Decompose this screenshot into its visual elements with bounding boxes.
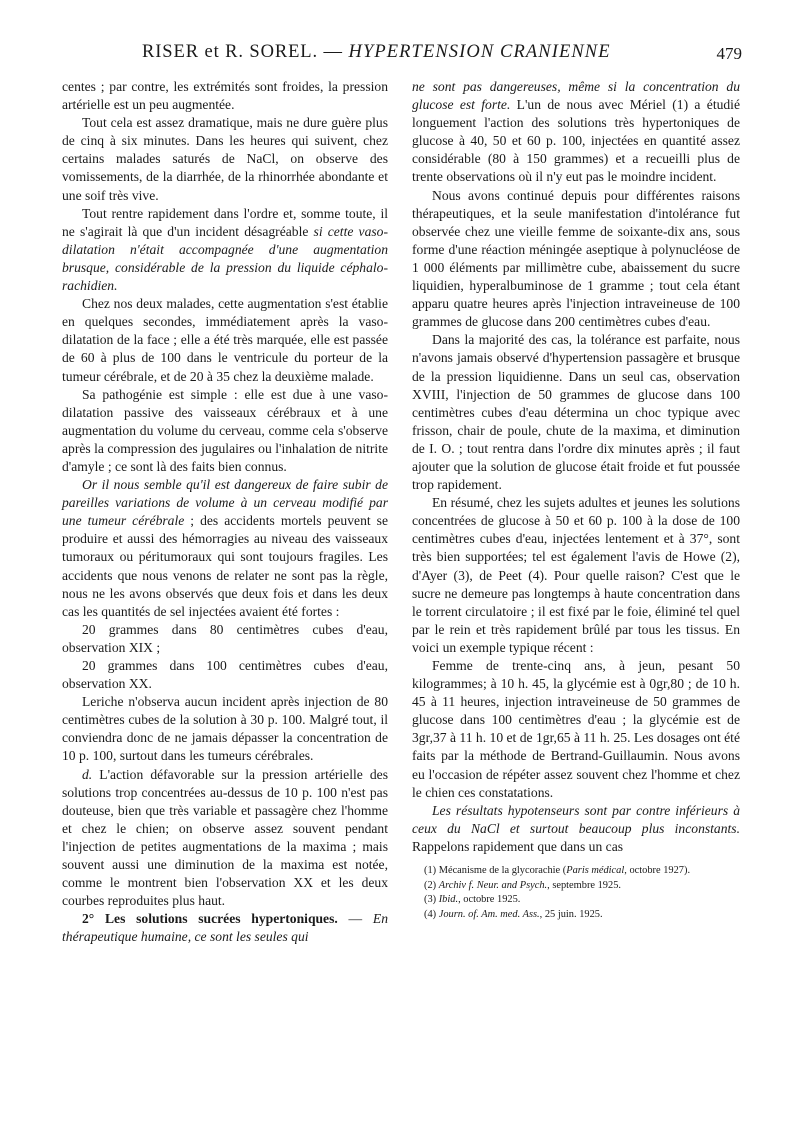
right-paragraph-1-italic: ne sont pas dangereuses, même si la concentration du glucose est forte.: [412, 79, 740, 113]
left-paragraph-11-italic: En thérapeutique humaine, ce sont les seules qui: [62, 911, 389, 945]
right-paragraph-6-italic: Les résultats hypotenseurs sont par contre inférieurs à ceux du NaCl et surtout beaucoup plus inconstants.: [412, 802, 740, 836]
left-paragraph-6-text: ; des accidents mortels peuvent se produire et aussi des hémorragies au niveau des vaisseaux tumoraux ou péritumoraux qui sont toujours fragiles. Les accidents que nous venons de relater ne sont pas la règle, nous ne les avons observés que deux fois et dans les deux cas les quantités de sel injectées avaient été fortes :: [62, 513, 388, 619]
header-authors: RISER et R. SOREL. —: [142, 42, 343, 62]
footnote-4: [412, 908, 740, 923]
footnote-4-date: , 25 juin. 1925.: [539, 908, 603, 920]
left-paragraph-10-marker: d.: [82, 766, 93, 782]
right-paragraph-6: [412, 802, 740, 856]
left-paragraph-4: Chez nos deux malades, cette augmentation s'est établie en quelques secondes, immédiatement après la vaso-dilatation de la face ; elle a été très marquée, elle est passée de 60 à plus de 100 dans le ventricule du porteur de la tumeur cérébrale, et de 20 à 35 chez la deuxième malade.: [62, 296, 388, 384]
right-paragraph-1-text: L'un de nous avec Mériel (1) a étudié longuement l'action des solutions très hypertoniques de glucose à 40, 50 et 60 p. 100, injectées en quantité assez considérable (80 à 150 grammes) et a recueilli plus de trente observations où il n'y eut pas le moindre incident.: [412, 97, 740, 185]
header-title: HYPERTENSION CRANIENNE: [348, 42, 611, 62]
footnote-3-source: Ibid.: [438, 894, 459, 906]
footnote-3-date: , octobre 1925.: [458, 894, 521, 906]
running-title: [142, 42, 611, 63]
right-paragraph-4: En résumé, chez les sujets adultes et jeunes les solutions concentrées de glucose à 50 et 60 p. 100 à la dose de 100 centimètres cubes d'eau, injectées lentement et à 37°, sont très bien supportées; tel est également l'avis de Howe (2), d'Ayer (3), de Peet (4). Pour quelle raison? C'est que le sucre ne demeure pas longtemps à haute concentration dans le torrent circulatoire ; il est fixé par le foie, éliminé tel quel par le rein et très rapidement brûlé par tous les tissus. En voici un exemple typique récent :: [412, 495, 740, 655]
section-heading: 2° Les solutions sucrées hypertoniques.: [82, 911, 338, 927]
footnote-2-source: Archiv f. Neur. and Psych.: [438, 879, 548, 891]
left-paragraph-8: 20 grammes dans 100 centimètres cubes d'eau, observation XX.: [62, 658, 388, 692]
left-paragraph-7: 20 grammes dans 80 centimètres cubes d'eau, observation XIX ;: [62, 621, 388, 655]
right-paragraph-3: Dans la majorité des cas, la tolérance est parfaite, nous n'avons jamais observé d'hypertension passagère et brusque de la pression liquidienne. Dans un seul cas, observation XVIII, l'injection de 50 grammes de glucose dans 100 centimètres cubes d'eau détermina un choc typique avec frisson, chair de poule, chute de la maxima, et diminution de I. O. ; tout rentra dans l'ordre dix minutes après ; il faut ajouter que la solution de glucose était froide et fut poussée trop rapidement.: [412, 332, 740, 493]
left-paragraph-2: Tout cela est assez dramatique, mais ne dure guère plus de cinq à six minutes. Dans les heures qui suivent, chez certains malades saturés de NaCl, on observe des vomissements, de la diarrhée, de la rhinorrhée abondante et une soif très vive.: [62, 115, 388, 203]
footnote-4-source: Journ. of. Am. med. Ass.: [438, 908, 540, 920]
right-paragraph-1: [412, 78, 740, 187]
footnote-2-date: , septembre 1925.: [547, 879, 621, 891]
left-paragraph-9: Leriche n'observa aucun incident après injection de 80 centimètres cubes de la solution à 30 p. 100. Malgré tout, il conviendra donc de ne jamais dépasser la concentration de 10 p. 100, surtout dans les tumeurs cérébrales.: [62, 694, 388, 764]
footnote-4-number: (4): [424, 908, 439, 920]
footnote-1-text: (1) Mécanisme de la glycorachie (: [424, 865, 567, 877]
page-number: 479: [716, 44, 742, 63]
left-column: [62, 78, 388, 947]
right-column: [412, 78, 740, 922]
section-dash: —: [337, 911, 373, 927]
footnote-2-number: (2): [424, 879, 439, 891]
footnote-3-number: (3): [424, 894, 439, 906]
footnote-3: [412, 893, 740, 908]
footnote-1-date: , octobre 1927).: [624, 865, 691, 877]
footnote-1: [412, 864, 740, 879]
left-paragraph-11: [62, 910, 388, 946]
left-paragraph-6-italic: Or il nous semble qu'il est dangereux de faire subir de pareilles variations de volume à un cerveau modifié par une tumeur cérébrale: [62, 477, 388, 529]
left-paragraph-3-text: Tout rentre rapidement dans l'ordre et, somme toute, il ne s'agirait là que d'un incident désagréable: [62, 205, 388, 239]
right-paragraph-2: Nous avons continué depuis pour différentes raisons thérapeutiques, et la seule manifestation d'intolérance fut observée chez une vieille femme de soixante-dix ans, sous forme d'une réaction méningée aseptique à polynucléose de 1 000 éléments par millimètre cube, abaissement du sucre liquidien, hyperalbuminose de 1 gramme ; tout cela étant apparu quatre heures après l'injection intraveineuse de 100 grammes de glucose dans 200 centimètres cubes d'eau.: [412, 187, 740, 330]
right-paragraph-6-text: Rappelons rapidement que dans un cas: [412, 838, 624, 854]
left-paragraph-5: Sa pathogénie est simple : elle est due à une vaso-dilatation passive des vaisseaux cérébraux et à une augmentation du volume du cerveau, comme cela s'observe après la compression des jugulaires ou l'inhalation de nitrite d'amyle ; ce sont là des faits bien connus.: [62, 386, 388, 474]
left-paragraph-6: [62, 476, 388, 621]
running-header: [62, 40, 742, 70]
left-paragraph-10-text: L'action défavorable sur la pression artérielle des solutions trop concentrées au-dessus de 10 p. 100 n'est pas douteuse, bien que très variable et passagère chez l'homme et chez le chien; on observe assez souvent pendant l'injection de petites augmentations de la maxima ; mais souvent aussi une diminution de la maxima est notée, comme le montrent bien l'observation XX et les deux courbes reproduites plus haut.: [62, 766, 388, 909]
footnotes: [412, 864, 740, 922]
left-paragraph-3: [62, 205, 388, 295]
left-paragraph-3-italic: si cette vaso-dilatation n'était accompagnée d'une augmentation brusque, considérable de la pression du liquide céphalo-rachidien.: [62, 223, 388, 294]
right-paragraph-5: Femme de trente-cinq ans, à jeun, pesant 50 kilogrammes; à 10 h. 45, la glycémie est à 0gr,80 ; de 10 h. 45 à 11 heures, injection intraveineuse de 50 grammes de glucose dans 100 centimètres d'eau ; la glycémie est de 3gr,37 à 11 h. 10 et de 1gr,65 à 11 h. 25. Les dosages ont été faits par la méthode de Bertrand-Guillaumin. Nous avons eu l'occasion de répéter assez souvent chez l'homme et chez le chien ces constatations.: [412, 658, 740, 800]
left-paragraph-1: centes ; par contre, les extrémités sont froides, la pression artérielle est un peu augmentée.: [62, 79, 388, 113]
footnote-1-source: Paris médical: [566, 865, 625, 877]
footnote-2: [412, 879, 740, 894]
left-paragraph-10: [62, 766, 388, 911]
